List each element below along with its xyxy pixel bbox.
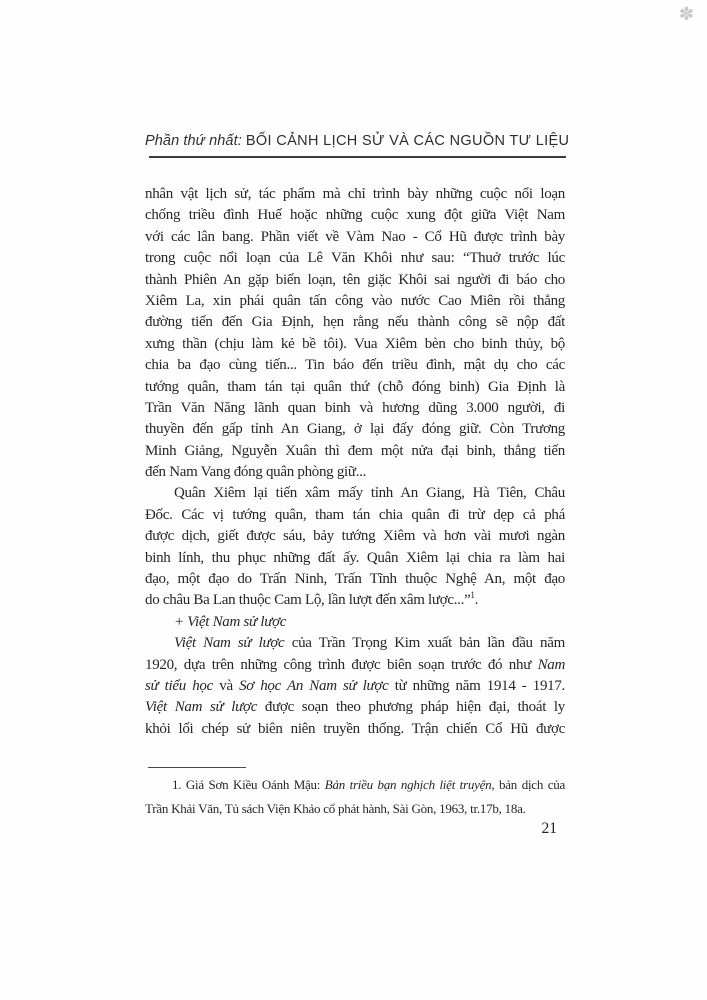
text-line: xưng thần (chịu làm kẻ bề tôi). Vua Xiêm bèn cho binh thủy, bộ xyxy=(145,335,565,352)
header-rule xyxy=(149,156,566,158)
text-segment: + Việt Nam sử lược xyxy=(174,613,287,630)
text-segment: sử tiểu học xyxy=(145,677,213,694)
text-line: 1. Giá Sơn Kiều Oánh Mậu: Bản triều bạn nghịch liệt truyện, bản dịch của xyxy=(172,777,565,792)
text-line xyxy=(145,612,565,633)
text-segment: Sơ học An Nam sử lược xyxy=(239,677,389,694)
text-line: đường tiến đến Gia Định, hẹn rằng nếu thành công sẽ nộp đất xyxy=(145,314,565,331)
page-number: 21 xyxy=(541,820,557,837)
body-text xyxy=(145,184,565,740)
footnote xyxy=(145,773,565,820)
text-line: chống triều đình Huế hoặc những cuộc xung đột giữa Việt Nam xyxy=(145,207,565,224)
chapter-title: BỐI CẢNH LỊCH SỬ VÀ CÁC NGUỒN TƯ LIỆU xyxy=(245,133,570,149)
section-heading-viet-nam-su-luoc xyxy=(145,612,565,633)
flower-icon: ✽ xyxy=(678,4,694,25)
text-line: Minh Giảng, Nguyễn Xuân thì đem một nửa đại binh, thẳng tiến xyxy=(145,442,565,459)
text-line: chia ba đạo cùng tiến... Tin báo đến triều đình, mật dụ cho các xyxy=(145,357,565,374)
text-line: Quân Xiêm lại tiến xâm mấy tỉnh An Giang, Hà Tiên, Châu xyxy=(174,485,565,502)
text-line: Trần Khải Văn, Tủ sách Viện Khảo cổ phát hành, Sài Gòn, 1963, tr.17b, 18a. xyxy=(145,800,526,816)
running-header xyxy=(145,131,570,151)
text-line: thuyền đến gấp tỉnh An Giang, ở lại đấy đóng giữ. Còn Trương xyxy=(145,421,565,438)
text-line: với các lân bang. Phần viết về Vàm Nao - Cổ Hũ được trình bày xyxy=(145,228,565,245)
text-line: trong cuộc nổi loạn của Lê Văn Khôi như sau: “Thuở trước lúc xyxy=(145,250,565,267)
footnote-reference: 1 xyxy=(470,590,475,601)
text-line: khỏi lối chép sử biên niên truyền thống. Trận chiến Cổ Hũ được xyxy=(145,720,565,737)
footnote-rule xyxy=(148,767,246,768)
text-line: Trần Văn Năng lãnh quan binh và hương dũng 3.000 người, đi xyxy=(145,399,565,416)
text-line: được dịch, giết được sáu, bảy tướng Xiêm và hơn vài mươi ngàn xyxy=(145,528,565,545)
text-line: tướng quân, tham tán tại quân thứ (chỗ đóng binh) Gia Định là xyxy=(145,378,565,395)
text-line: đến Nam Vang đóng quân phòng giữ... xyxy=(145,464,367,481)
text-line: đạo, một đạo do Trấn Ninh, Trấn Tĩnh thuộc Nghệ An, một đạo xyxy=(145,571,565,588)
text-line: Xiêm La, xin phái quân tấn công vào nước Cao Miên rồi thẳng xyxy=(145,292,565,309)
text-line: sử tiểu học và Sơ học An Nam sử lược từ những năm 1914 - 1917. xyxy=(145,677,565,694)
text-line: thành Phiên An gặp biến loạn, tên giặc Khôi sai người đi báo cho xyxy=(145,271,565,288)
text-line: Đốc. Các vị tướng quân, tham tán chia quân đi trừ dẹp cả phá xyxy=(145,506,565,523)
text-line: 1920, dựa trên những công trình được biên soạn trước đó như Nam xyxy=(145,656,565,673)
text-line: Việt Nam sử lược của Trần Trọng Kim xuất bản lần đầu năm xyxy=(174,635,565,652)
text-segment: Việt Nam sử lược xyxy=(145,699,258,716)
text-line: nhân vật lịch sử, tác phẩm mà chỉ trình bày những cuộc nổi loạn xyxy=(145,186,565,202)
paragraph-quan-xiem xyxy=(145,483,565,611)
text-line: do châu Ba Lan thuộc Cam Lộ, lần lượt đến xâm lược...”$^1$. xyxy=(145,590,479,609)
paragraph-viet-nam-su-luoc xyxy=(145,633,565,740)
text-segment: Bản triều bạn nghịch liệt truyện xyxy=(324,777,492,792)
paragraph-continuation xyxy=(145,184,565,483)
text-segment: Việt Nam sử lược xyxy=(174,635,285,652)
text-line: Việt Nam sử lược được soạn theo phương pháp hiện đại, thoát ly xyxy=(145,699,565,716)
text-segment: Nam xyxy=(537,656,565,673)
text-line: binh lính, thu phục những đất ấy. Quân Xiêm lại chia ra làm hai xyxy=(145,549,565,566)
section-label: Phần thứ nhất: xyxy=(145,133,242,149)
